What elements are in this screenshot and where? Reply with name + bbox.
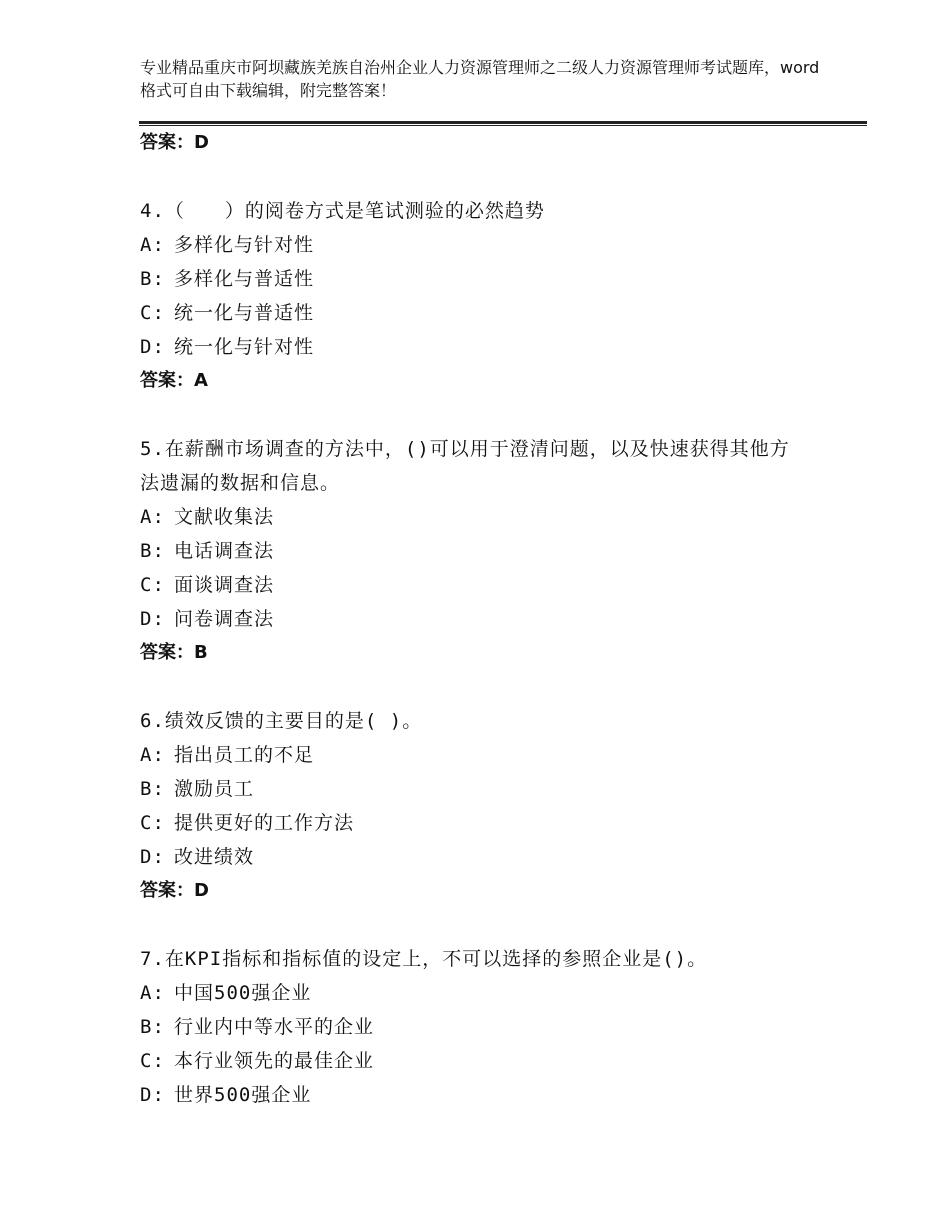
option-text: 多样化与针对性 (174, 234, 315, 256)
option-text: 多样化与普适性 (174, 268, 315, 290)
answer-line: 答案：A (140, 370, 208, 391)
option-letter: B: (140, 1016, 165, 1038)
question-text: 7.在KPI指标和指标值的设定上，不可以选择的参照企业是()。 (140, 948, 708, 970)
option-letter: D: (140, 846, 165, 868)
option-c (140, 806, 840, 840)
option-text: 统一化与针对性 (174, 336, 315, 358)
option-d (140, 840, 840, 874)
question-text: 6.绩效反馈的主要目的是( )。 (140, 710, 423, 732)
page-header: 专业精品重庆市阿坝藏族羌族自治州企业人力资源管理师之二级人力资源管理师考试题库，word格式可自由下载编辑，附完整答案！ (140, 58, 820, 100)
answer-line: 答案：B (140, 642, 208, 663)
option-letter: A: (140, 506, 165, 528)
option-letter: A: (140, 744, 165, 766)
option-text: 统一化与普适性 (174, 302, 315, 324)
option-letter: D: (140, 1084, 165, 1106)
option-letter: C: (140, 302, 165, 324)
question-6 (140, 704, 840, 908)
option-letter: B: (140, 268, 165, 290)
option-letter: A: (140, 982, 165, 1004)
option-c (140, 1044, 840, 1078)
question-text: 5.在薪酬市场调查的方法中，()可以用于澄清问题，以及快速获得其他方法遗漏的数据和信息。 (140, 438, 790, 494)
option-text: 问卷调查法 (174, 608, 275, 630)
option-text: 本行业领先的最佳企业 (174, 1050, 375, 1072)
option-letter: C: (140, 1050, 165, 1072)
question-5 (140, 432, 840, 670)
option-letter: D: (140, 336, 165, 358)
option-letter: C: (140, 574, 165, 596)
option-a (140, 976, 840, 1010)
option-a (140, 738, 840, 772)
option-text: 改进绩效 (174, 846, 255, 868)
option-a (140, 228, 840, 262)
question-4 (140, 194, 840, 398)
option-text: 电话调查法 (174, 540, 275, 562)
option-text: 指出员工的不足 (174, 744, 315, 766)
option-b (140, 1010, 840, 1044)
question-7 (140, 942, 840, 1112)
option-text: 世界500强企业 (174, 1084, 312, 1106)
option-text: 行业内中等水平的企业 (174, 1016, 375, 1038)
option-letter: C: (140, 812, 165, 834)
option-letter: D: (140, 608, 165, 630)
option-text: 激励员工 (174, 778, 255, 800)
option-c (140, 568, 840, 602)
question-list (140, 126, 840, 1112)
option-letter: B: (140, 540, 165, 562)
option-text: 文献收集法 (174, 506, 275, 528)
answer-line: 答案：D (140, 880, 209, 901)
option-text: 面谈调查法 (174, 574, 275, 596)
option-b (140, 772, 840, 806)
option-text: 中国500强企业 (174, 982, 312, 1004)
option-letter: B: (140, 778, 165, 800)
answer-line: 答案：D (140, 132, 209, 153)
option-b (140, 262, 840, 296)
option-a (140, 500, 840, 534)
option-b (140, 534, 840, 568)
option-d (140, 330, 840, 364)
option-d (140, 602, 840, 636)
option-d (140, 1078, 840, 1112)
option-letter: A: (140, 234, 165, 256)
question-text: 4.（ ）的阅卷方式是笔试测验的必然趋势 (140, 200, 545, 222)
option-text: 提供更好的工作方法 (174, 812, 355, 834)
option-c (140, 296, 840, 330)
